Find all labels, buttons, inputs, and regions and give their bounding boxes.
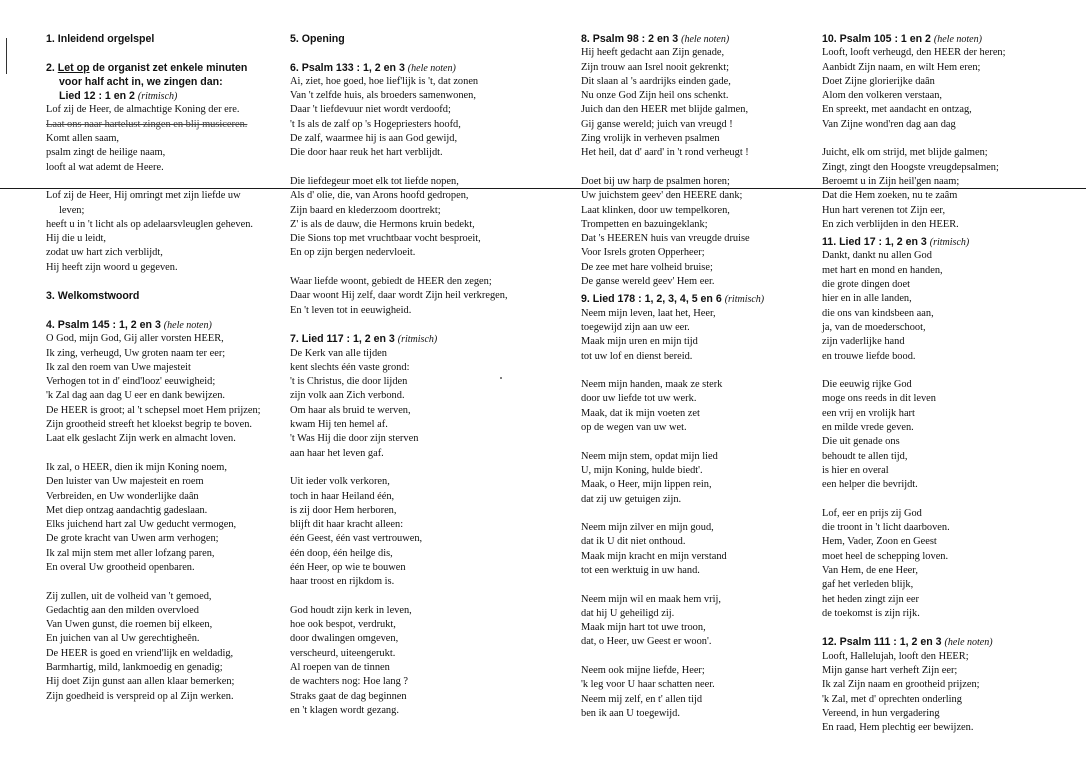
stanza-gap bbox=[581, 435, 811, 449]
lyric-line: zijn volk aan Zich verbond. bbox=[290, 390, 405, 402]
stanza-gap bbox=[290, 46, 556, 60]
lyric-line: Van Uwen gunst, die roemen bij elkeen, bbox=[46, 619, 213, 631]
lyric-line: één Heer, op wie te bouwen bbox=[290, 561, 406, 573]
tempo-note: (hele noten) bbox=[944, 637, 993, 649]
lyric-line: Lof zij de Heer, Hij omringt met zijn liefde uw bbox=[46, 190, 241, 202]
heading-text: 3. Welkomstwoord bbox=[46, 290, 140, 303]
stanza-gap bbox=[290, 161, 556, 175]
lyric-line: Beroemt u in Zijn heil'gen naam; bbox=[822, 175, 960, 187]
lyric-line: Maak mijn uren en mijn tijd bbox=[581, 336, 698, 348]
lyric-line: De zalf, waarmee hij is aan God gewijd, bbox=[290, 133, 458, 145]
lyric-line: En juichen van al Uw gerechtigheên. bbox=[46, 633, 200, 645]
lyric-line: Van Hem, de ene Heer, bbox=[822, 564, 918, 576]
lyric-line: Looft, Hallelujah, looft den HEER; bbox=[822, 650, 969, 662]
lyric-line: De grote kracht van Uwen arm verhogen; bbox=[46, 533, 219, 545]
lyric-line: De HEER is goed en vriend'lijk en weldadig, bbox=[46, 647, 234, 659]
lyric-line: de wachters nog: Hoe lang ? bbox=[290, 676, 409, 688]
lyric-line: één Geest, één vast vertrouwen, bbox=[290, 533, 423, 545]
lyric-line: zodat uw hart zich verblijdt, bbox=[46, 247, 163, 259]
section-heading bbox=[290, 332, 556, 346]
lyric-line: dat, o Heer, uw Geest er woon'. bbox=[581, 636, 712, 648]
lyric-line: Gedachtig aan den milden overvloed bbox=[46, 604, 199, 616]
heading-text: Lied 12 : 1 en 2 bbox=[59, 90, 135, 103]
lyric-line: toegewijd zijn aan uw eer. bbox=[581, 321, 690, 333]
lyric-line: Neem mijn zilver en mijn goud, bbox=[581, 522, 714, 534]
lyric-line: Z' is als de dauw, die Hermons kruin bedekt, bbox=[290, 218, 475, 230]
stanza-gap bbox=[822, 364, 1062, 378]
lyric-line: Ik zal mijn stem met aller lofzang paren, bbox=[46, 547, 215, 559]
lyric-line: Neem mijn handen, maak ze sterk bbox=[581, 379, 723, 391]
lyric-line: tot uw lof en dienst bereid. bbox=[581, 350, 693, 362]
lyric-line: 'k Zal dag aan dag U eer en dank bewijzen. bbox=[46, 390, 226, 402]
lyric-line: de toekomst is zijn rijk. bbox=[822, 607, 920, 619]
lyric-line: 'k Zal, met d' oprechten onderling bbox=[822, 693, 962, 705]
section-heading bbox=[290, 32, 556, 46]
heading-text: 4. Psalm 145 : 1, 2 en 3 bbox=[46, 318, 161, 331]
lyric-line: Van 't zelfde huis, als broeders samenwonen, bbox=[290, 90, 476, 102]
lyric-line: blijft dit haar kracht alleen: bbox=[290, 519, 404, 531]
lyric-line: toch in haar Heiland één, bbox=[290, 490, 395, 502]
lyric-line: Zij zullen, uit de volheid van 't gemoed, bbox=[46, 590, 212, 602]
lyric-line: Alom den volkeren verstaan, bbox=[822, 90, 943, 102]
lyric-line: Die liefdegeur moet elk tot liefde nopen, bbox=[290, 175, 459, 187]
lyric-line: behoudt te allen tijd, bbox=[822, 450, 908, 462]
lyric-line: Den luister van Uw majesteit en roem bbox=[46, 476, 204, 488]
lyric-line: Als d' olie, die, van Arons hoofd gedropen, bbox=[290, 190, 469, 202]
lyric-line: En spreekt, met aandacht en ontzag, bbox=[822, 104, 972, 116]
stanza-gap bbox=[290, 261, 556, 275]
lyric-line: De Kerk van alle tijden bbox=[290, 347, 387, 359]
lyric-line: Daar woont Hij zelf, daar wordt Zijn heil verkregen, bbox=[290, 290, 508, 302]
lyric-line: Barmhartig, mild, lankmoedig en genadig; bbox=[46, 662, 223, 674]
section-heading bbox=[46, 75, 278, 89]
heading-text: de organist zet enkele minuten bbox=[89, 61, 248, 74]
lyric-line: Neem mijn wil en maak hem vrij, bbox=[581, 593, 721, 605]
section-heading bbox=[822, 635, 1062, 649]
lyric-line: En 't leven tot in eeuwigheid. bbox=[290, 304, 412, 316]
lyric-line: En overal Uw grootheid openbaren. bbox=[46, 561, 195, 573]
stanza-gap bbox=[822, 132, 1062, 146]
tempo-note: (hele noten) bbox=[681, 34, 730, 45]
lyric-line: gaf het verleden blijk, bbox=[822, 579, 914, 591]
lyric-line: Uw juichstem geev' den HEERE dank; bbox=[581, 190, 743, 202]
heading-text: voor half acht in, we zingen dan: bbox=[59, 75, 223, 88]
lyric-line: looft al wat ademt de Heere. bbox=[46, 161, 164, 173]
tempo-note: (ritmisch) bbox=[929, 237, 970, 249]
lyric-line: aan haar het leven gaf. bbox=[290, 447, 384, 459]
tempo-note: (hele noten) bbox=[407, 62, 456, 74]
lyric-line: Gij ganse wereld; juich van vreugd ! bbox=[581, 118, 733, 130]
lyric-line: Trompetten en bazuingeklank; bbox=[581, 218, 708, 230]
lyric-line: Die door haar reuk het hart verblijdt. bbox=[290, 147, 443, 159]
stanza-gap bbox=[822, 493, 1062, 507]
lyric-line: is zij door Hem herboren, bbox=[290, 504, 397, 516]
lyric-line: En raad, Hem plechtig eer bewijzen. bbox=[822, 722, 974, 734]
lyric-line: Al roepen van de tinnen bbox=[290, 662, 390, 674]
lyric-line: en trouwe liefde bood. bbox=[822, 350, 916, 362]
heading-text: 6. Psalm 133 : 1, 2 en 3 bbox=[290, 61, 405, 74]
stanza-gap bbox=[46, 46, 278, 60]
lyric-line: één doop, één heilge dis, bbox=[290, 547, 393, 559]
tempo-note: (hele noten) bbox=[933, 34, 982, 45]
lyric-line: Hij die u leidt, bbox=[46, 233, 107, 245]
lyric-line: Maak, dat ik mijn voeten zet bbox=[581, 407, 700, 419]
lyric-line: Mijn ganse hart verheft Zijn eer; bbox=[822, 665, 958, 677]
stanza-gap bbox=[290, 590, 556, 604]
lyric-line: O God, mijn God, Gij aller vorsten HEER, bbox=[46, 333, 224, 345]
column-2 bbox=[290, 32, 556, 718]
stanza-gap bbox=[46, 304, 278, 318]
lyric-line: die grote dingen doet bbox=[822, 279, 911, 291]
column-4 bbox=[822, 32, 1062, 736]
lyric-line: die ons van kindsbeen aan, bbox=[822, 307, 934, 319]
heading-text: 11. Lied 17 : 1, 2 en 3 bbox=[822, 236, 927, 249]
lyric-line: Komt allen saam, bbox=[46, 133, 120, 145]
lyric-line: Vereend, in hun vergadering bbox=[822, 707, 940, 719]
lyric-line: heeft u in 't licht als op adelaarsvleuglen geheven. bbox=[46, 218, 254, 230]
section-heading bbox=[581, 292, 811, 306]
lyric-line: kwam Hij ten hemel af. bbox=[290, 419, 388, 431]
lyric-line: U, mijn Koning, hulde biedt'. bbox=[581, 464, 703, 476]
lyric-line: 't Is als de zalf op 's Hogepriesters hoofd, bbox=[290, 118, 461, 130]
lyric-line: Zijn grootheid streeft het kloekst begrip te boven. bbox=[46, 419, 253, 431]
column-3 bbox=[581, 32, 811, 721]
lyric-line: Hij doet Zijn gunst aan allen klaar bemerken; bbox=[46, 676, 235, 688]
lyric-line: Met diep ontzag aandachtig gadeslaan. bbox=[46, 504, 208, 516]
tempo-note: (hele noten) bbox=[163, 319, 212, 331]
lyric-line: Looft, looft verheugd, den HEER der heren; bbox=[822, 47, 1006, 59]
lyric-line: Dankt, dankt nu allen God bbox=[822, 250, 932, 262]
lyric-line: hoe ook bespot, verdrukt, bbox=[290, 619, 396, 631]
lyric-line: Neem mijn stem, opdat mijn lied bbox=[581, 450, 718, 462]
tempo-note: (ritmisch) bbox=[397, 334, 438, 346]
stanza-gap bbox=[581, 161, 811, 175]
lyric-line: haar troost en rijkdom is. bbox=[290, 576, 395, 588]
lyric-line: Die uit genade ons bbox=[822, 436, 900, 448]
lyric-line: kent slechts één vaste grond: bbox=[290, 361, 410, 373]
lyric-line: door uw liefde tot uw werk. bbox=[581, 393, 697, 405]
lyric-line: hier en in alle landen, bbox=[822, 293, 912, 305]
lyric-line: Het heil, dat d' aard' in 't rond verheugt ! bbox=[581, 147, 749, 159]
lyric-line: dat zij uw getuigen zijn. bbox=[581, 493, 682, 505]
lyric-line: En op zijn bergen nedervloeit. bbox=[290, 247, 416, 259]
lyric-line: moge ons reeds in dit leven bbox=[822, 393, 936, 405]
lyric-line: Elks juichend hart zal Uw geducht vermogen, bbox=[46, 519, 237, 531]
heading-text: 12. Psalm 111 : 1, 2 en 3 bbox=[822, 636, 942, 649]
lyric-line: Doet bij uw harp de psalmen horen; bbox=[581, 175, 730, 187]
stanza-gap bbox=[290, 461, 556, 475]
stanza-gap bbox=[46, 575, 278, 589]
lyric-line: met hart en mond en handen, bbox=[822, 264, 943, 276]
lyric-line: Uit ieder volk verkoren, bbox=[290, 476, 390, 488]
lyric-line: Hem, Vader, Zoon en Geest bbox=[822, 536, 937, 548]
lyric-line: Maak mijn kracht en mijn verstand bbox=[581, 550, 727, 562]
lyric-line: is hier en overal bbox=[822, 464, 889, 476]
lyric-line: Van Zijne wond'ren dag aan dag bbox=[822, 118, 956, 130]
lyric-line: tot een werktuig in uw hand. bbox=[581, 564, 700, 576]
lyric-line: 't Was Hij die door zijn sterven bbox=[290, 433, 419, 445]
lyric-line: Verhogen tot in d' eind'looz' eeuwigheid; bbox=[46, 376, 216, 388]
section-heading bbox=[822, 32, 1062, 46]
section-heading bbox=[46, 289, 278, 303]
lyric-line: Dit slaan al 's aardrijks einden gade, bbox=[581, 75, 731, 87]
lyric-line: Die eeuwig rijke God bbox=[822, 379, 912, 391]
lyric-line: Dat die Hem zoeken, nu te zaâm bbox=[822, 190, 958, 202]
stanza-gap bbox=[581, 507, 811, 521]
lyric-line: psalm zingt de heilige naam, bbox=[46, 147, 166, 159]
lyric-line: Voor Isrels groten Opperheer; bbox=[581, 247, 705, 259]
lyric-line: Straks gaat de dag beginnen bbox=[290, 690, 407, 702]
heading-text: 9. Lied 178 : 1, 2, 3, 4, 5 en 6 bbox=[581, 293, 722, 306]
lyric-line: Nu onze God Zijn heil ons schenkt. bbox=[581, 90, 729, 102]
lyric-line: die troont in 't licht daarboven. bbox=[822, 522, 950, 534]
lyric-line: Laat klinken, door uw tempelkoren, bbox=[581, 204, 730, 216]
heading-text: 2. bbox=[46, 61, 58, 74]
heading-text: 8. Psalm 98 : 2 en 3 bbox=[581, 33, 679, 45]
lyric-line: ja, van de moederschoot, bbox=[822, 321, 926, 333]
stanza-gap bbox=[46, 275, 278, 289]
lyric-line: Ik zal den roem van Uwe majesteit bbox=[46, 361, 191, 373]
lyric-line: Ai, ziet, hoe goed, hoe lief'lijk is 't, dat zonen bbox=[290, 75, 479, 87]
lyric-line: ben ik aan U toegewijd. bbox=[581, 707, 680, 719]
lyric-line: Zijn goedheid is verspreid op al Zijn werken. bbox=[46, 690, 234, 702]
lyric-line: 'k leg voor U haar schatten neer. bbox=[581, 679, 715, 691]
stanza-gap bbox=[290, 318, 556, 332]
column-1 bbox=[46, 32, 278, 704]
page-edge-mark bbox=[6, 38, 7, 74]
stanza-gap bbox=[46, 175, 278, 189]
lyric-line: Waar liefde woont, gebiedt de HEER den zegen; bbox=[290, 276, 492, 288]
lyric-line: De ganse wereld geev' Hem eer. bbox=[581, 276, 715, 288]
lyric-line: Om haar als bruid te werven, bbox=[290, 404, 411, 416]
lyric-line: Laat ons naar hartelust zingen en blij musiceren. bbox=[46, 118, 248, 130]
heading-text: 10. Psalm 105 : 1 en 2 bbox=[822, 33, 931, 45]
lyric-line: Lof, eer en prijs zij God bbox=[822, 507, 922, 519]
lyric-line: en 't klagen wordt gezang. bbox=[290, 704, 399, 716]
lyric-line: Neem ook mijne liefde, Heer; bbox=[581, 665, 705, 677]
heading-text: 1. Inleidend orgelspel bbox=[46, 33, 155, 45]
lyric-line: Lof zij de Heer, de almachtige Koning der ere. bbox=[46, 104, 240, 116]
lyric-line: moet heel de schepping loven. bbox=[822, 550, 949, 562]
section-heading bbox=[290, 61, 556, 75]
lyric-line: op de wegen van uw wet. bbox=[581, 422, 687, 434]
lyric-line: Ik zing, verheugd, Uw groten naam ter eer; bbox=[46, 347, 226, 359]
lyric-line: God houdt zijn kerk in leven, bbox=[290, 604, 412, 616]
tempo-note: (ritmisch) bbox=[724, 294, 765, 306]
lyric-line: en milde vrede geven. bbox=[822, 422, 914, 434]
lyric-line: Hun hart verenen tot Zijn eer, bbox=[822, 204, 946, 216]
section-heading bbox=[822, 235, 1062, 249]
lyric-line: Maak, o Heer, mijn lippen rein, bbox=[581, 479, 712, 491]
heading-text: 5. Opening bbox=[290, 33, 345, 45]
heading-text: 7. Lied 117 : 1, 2 en 3 bbox=[290, 333, 395, 346]
section-heading bbox=[46, 61, 278, 75]
lyric-line: De zee met hare volheid bruise; bbox=[581, 261, 713, 273]
stanza-gap bbox=[581, 578, 811, 592]
lyric-line: Zing vrolijk in verheven psalmen bbox=[581, 133, 720, 145]
lyric-line: dat ik U dit niet onthoud. bbox=[581, 536, 686, 548]
lyric-line: Dat 's HEEREN huis van vreugde druise bbox=[581, 233, 750, 245]
lyric-line: Verbreiden, en Uw wonderlijke daân bbox=[46, 490, 199, 502]
stanza-gap bbox=[46, 447, 278, 461]
lyric-line: De HEER is groot; al 't schepsel moet Hem prijzen; bbox=[46, 404, 261, 416]
lyric-line: Ik zal, o HEER, dien ik mijn Koning noem, bbox=[46, 461, 227, 473]
stanza-gap bbox=[581, 650, 811, 664]
lyric-line: Neem mij zelf, en t' allen tijd bbox=[581, 693, 703, 705]
section-heading bbox=[46, 32, 278, 46]
lyric-line: Doet Zijne glorierijke daân bbox=[822, 75, 935, 87]
lyric-line: Daar 't liefdevuur niet wordt verdoofd; bbox=[290, 104, 451, 116]
lyric-line: een helper die bevrijdt. bbox=[822, 479, 918, 491]
lyric-line: zijn vaderlijke hand bbox=[822, 336, 905, 348]
stanza-gap bbox=[822, 621, 1062, 635]
lyric-line: En zich verblijden in den HEER. bbox=[822, 218, 959, 230]
lyric-line: Hij heeft gedacht aan Zijn genade, bbox=[581, 47, 725, 59]
lyric-line: Juicht, elk om strijd, met blijde galmen; bbox=[822, 147, 988, 159]
lyric-line: een vrij en vrolijk hart bbox=[822, 407, 915, 419]
section-heading bbox=[46, 318, 278, 332]
lyric-line: leven; bbox=[59, 204, 85, 216]
stanza-gap bbox=[581, 364, 811, 378]
lyric-line: Zingt, zingt den Hoogste vreugdepsalmen; bbox=[822, 161, 999, 173]
underlined-warning: Let op bbox=[57, 61, 90, 74]
lyric-line: door dwalingen omgeven, bbox=[290, 633, 399, 645]
section-heading bbox=[581, 32, 811, 46]
lyric-line: Hij heeft zijn woord u gegeven. bbox=[46, 261, 178, 273]
lyric-line: 't is Christus, die door lijden bbox=[290, 376, 408, 388]
lyric-line: Juich dan den HEER met blijde galmen, bbox=[581, 104, 749, 116]
lyric-line: dat hij U geheiligd zij. bbox=[581, 607, 675, 619]
lyric-line: Maak mijn hart tot uwe troon, bbox=[581, 622, 706, 634]
lyric-line: Aanbidt Zijn naam, en wilt Hem eren; bbox=[822, 61, 981, 73]
section-heading bbox=[46, 89, 278, 103]
lyric-line: Zijn trouw aan Isrel nooit gekrenkt; bbox=[581, 61, 730, 73]
lyric-line: Zijn baard en klederzoom doortrekt; bbox=[290, 204, 441, 216]
lyric-line: Die Sions top met vruchtbaar vocht besproeit, bbox=[290, 233, 481, 245]
tempo-note: (ritmisch) bbox=[137, 91, 178, 103]
lyric-line: Laat elk geslacht Zijn werk en almacht loven. bbox=[46, 433, 236, 445]
lyric-line: verscheurd, uiteengerukt. bbox=[290, 647, 396, 659]
lyric-line: Neem mijn leven, laat het, Heer, bbox=[581, 307, 716, 319]
lyric-line: het heden zingt zijn eer bbox=[822, 593, 919, 605]
lyric-line: Ik zal Zijn naam en grootheid prijzen; bbox=[822, 679, 980, 691]
